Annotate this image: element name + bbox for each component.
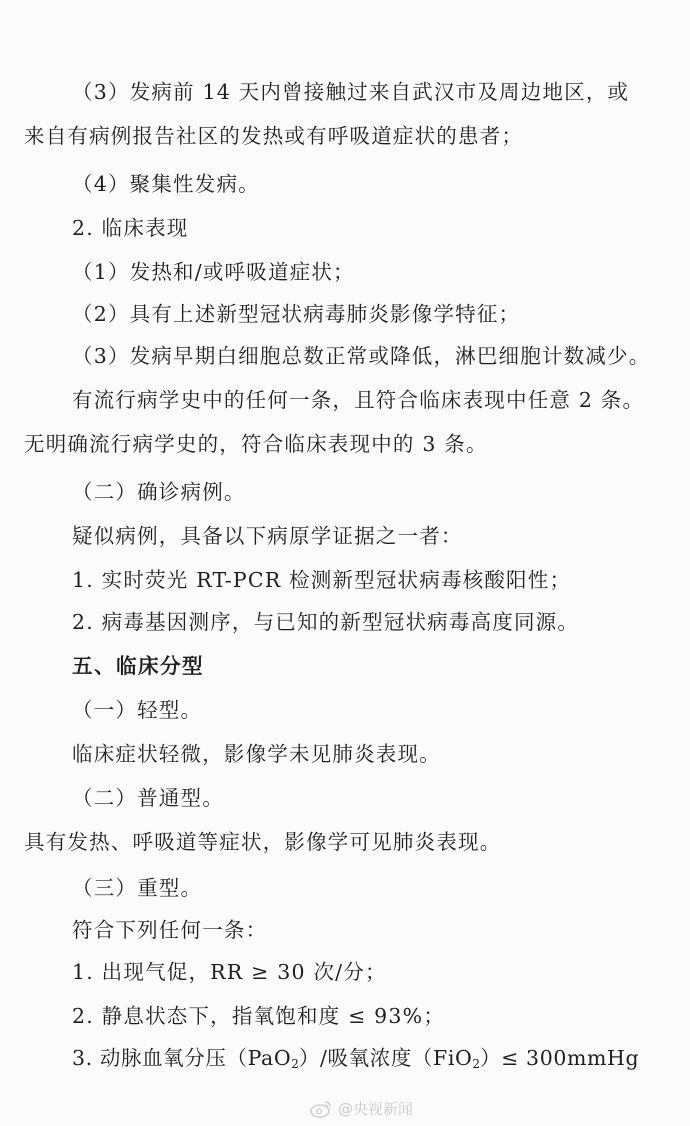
text-line: 符合下列任何一条： xyxy=(72,918,268,942)
text-line: 2. 静息状态下，指氧饱和度 ≤ 93%； xyxy=(72,1004,446,1028)
text-line: 2. 病毒基因测序，与已知的新型冠状病毒高度同源。 xyxy=(72,610,580,634)
subscript: 2 xyxy=(291,1057,299,1071)
text-line: （3）发病早期白细胞总数正常或降低，淋巴细胞计数减少。 xyxy=(72,344,651,368)
subscript: 2 xyxy=(472,1057,481,1071)
section-heading: 五、临床分型 xyxy=(72,654,204,678)
formula-suffix: ）≤ 300mmHg xyxy=(480,1046,640,1070)
subsection-heading: （二）确诊病例。 xyxy=(72,480,246,504)
text-line: 有流行病学史中的任何一条，且符合临床表现中任意 2 条。 xyxy=(72,388,645,412)
subsection-heading: （一）轻型。 xyxy=(72,698,203,722)
subsection-heading: （二）普通型。 xyxy=(72,786,224,810)
text-line: 具有发热、呼吸道等症状，影像学可见肺炎表现。 xyxy=(24,830,502,854)
section-heading: 2. 临床表现 xyxy=(72,216,189,240)
watermark xyxy=(310,1098,413,1119)
text-line: 1. 出现气促，RR ≥ 30 次/分； xyxy=(72,960,387,984)
text-line: 疑似病例，具备以下病原学证据之一者： xyxy=(72,524,463,548)
text-line-formula xyxy=(72,1044,639,1078)
text-line: （2）具有上述新型冠状病毒肺炎影像学特征； xyxy=(72,302,521,326)
formula-mid: ）/吸氧浓度（FiO xyxy=(298,1046,473,1070)
text-line: 1. 实时荧光 RT-PCR 检测新型冠状病毒核酸阳性； xyxy=(72,568,572,592)
text-line: 无明确流行病学史的，符合临床表现中的 3 条。 xyxy=(24,432,488,456)
text-line: 来自有病例报告社区的发热或有呼吸道症状的患者； xyxy=(24,124,524,148)
text-line: 临床症状轻微，影像学未见肺炎表现。 xyxy=(72,742,441,766)
text-line: （3）发病前 14 天内曾接触过来自武汉市及周边地区，或 xyxy=(72,80,630,104)
text-line: （1）发热和/或呼吸道症状； xyxy=(72,260,355,284)
formula-prefix: 3. 动脉血氧分压（PaO xyxy=(72,1046,292,1070)
subsection-heading: （三）重型。 xyxy=(72,876,203,900)
weibo-icon xyxy=(310,1100,332,1118)
watermark-text: @央视新闻 xyxy=(338,1100,414,1118)
text-line: （4）聚集性发病。 xyxy=(72,172,260,196)
